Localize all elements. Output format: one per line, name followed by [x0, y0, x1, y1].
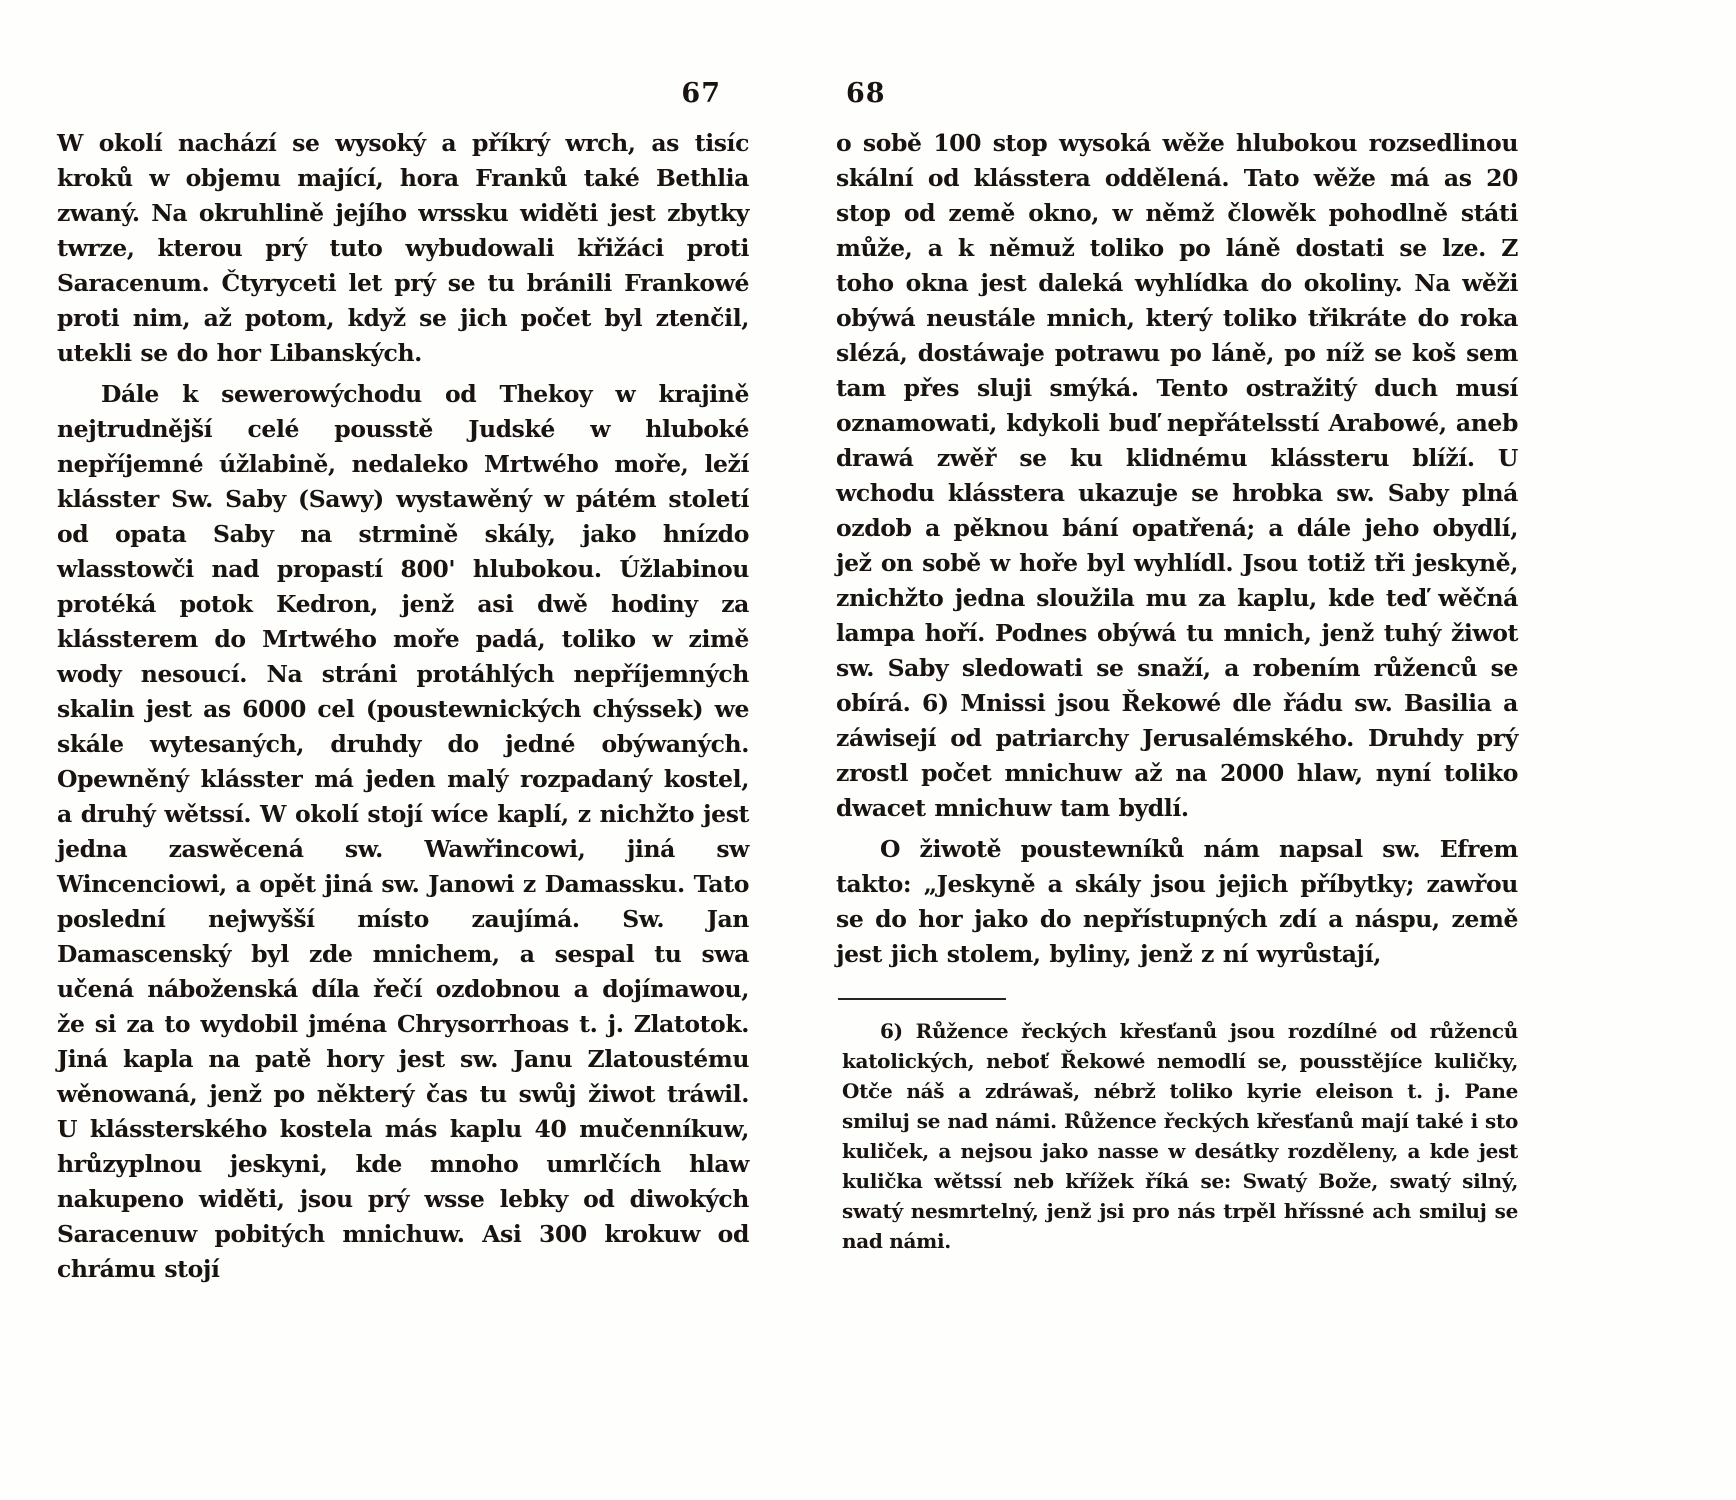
page-right — [836, 78, 1518, 1256]
left-paragraph-1: W okolí nachází se wysoký a příkrý wrch, as tisíc kroků w objemu mající, hora Franků také Bethlia zwaný. Na okruhlině jejího wrssku widěti jest zbytky twrze, kterou prý tuto wybudowali křižáci proti Saracenum. Čtyryceti let prý se tu bránili Frankowé proti nim, až potom, když se jich počet byl ztenčil, utekli se do hor Libanských. — [57, 129, 749, 367]
footnote-text: 6) Růžence řeckých křesťanů jsou rozdílné od růženců katolických, neboť Řekowé nemodlí se, pousstějíce kuličky, Otče náš a zdráwaš, nébrž toliko kyrie eleison t. j. Pane smiluj se nad námi. Růžence řeckých křesťanů mají také i sto kuliček, a nejsou jako nasse w desátky rozděleny, a kde jest kulička wětssí neb křížek říká se: Swatý Bože, swatý silný, swatý nesmrtelný, jenž jsi pro nás trpěl hříssné ach smiluj se nad námi. — [842, 1019, 1518, 1253]
page-number-left: 67 — [681, 78, 721, 109]
footnote-divider — [838, 998, 1006, 1000]
page-number-right: 68 — [846, 78, 886, 109]
left-paragraph-2: Dále k sewerowýchodu od Thekoy w krajině nejtrudnější celé pousstě Judské w hluboké nepříjemné úžlabině, nedaleko Mrtwého moře, leží klásster Sw. Saby (Sawy) wystawěný w pátém století od opata Saby na strmině skály, jako hnízdo wlasstowči nad propastí 800' hlubokou. Úžlabinou protéká potok Kedron, jenž asi dwě hodiny za klássterem do Mrtwého moře padá, toliko w zimě wody nesoucí. Na stráni protáhlých nepříjemných skalin jest as 6000 cel (poustewnických chýssek) we skále wytesaných, druhdy do jedné obýwaných. Opewněný klásster má jeden malý rozpadaný kostel, a druhý wětssí. W okolí stojí wíce kaplí, z nichžto jest jedna zaswěcená sw. Wawřincowi, jiná sw Wincenciowi, a opět jiná sw. Janowi z Damassku. Tato poslední nejwyšší místo zaujímá. Sw. Jan Damascenský byl zde mnichem, a sespal tu swa učená náboženská díla řečí ozdobnou a dojímawou, že si za to wydobil jména Chrysorrhoas t. j. Zlatotok. Jiná kapla na patě hory jest sw. Janu Zlatoustému wěnowaná, jenž po některý čas tu swůj žiwot tráwil. U klássterského kostela más kaplu 40 mučenníkuw, hrůzyplnou jeskyni, kde mnoho umrlčích hlaw nakupeno widěti, jsou prý wsse lebky od diwokých Saracenuw pobitých mnichuw. Asi 300 krokuw od chrámu stojí — [57, 380, 749, 1283]
right-paragraph-2: O žiwotě poustewníků nám napsal sw. Efrem takto: „Jeskyně a skály jsou jejich příbytky; zawřou se do hor jako do nepřístupných zdí a náspu, země jest jich stolem, byliny, jenž z ní wyrůstají, — [836, 835, 1518, 968]
page-left — [57, 78, 749, 1293]
right-paragraph-1: o sobě 100 stop wysoká wěže hlubokou rozsedlinou skální od klásstera oddělená. Tato wěže má as 20 stop od země okno, w němž člowěk pohodlně státi může, a k němuž toliko po láně dostati se lze. Z toho okna jest daleká wyhlídka do okoliny. Na wěži obýwá neustále mnich, který toliko třikráte do roka slézá, dostáwaje potrawu po láně, po níž se koš sem tam přes sluji smýká. Tento ostražitý duch musí oznamowati, kdykoli buď nepřátelsstí Arabowé, aneb drawá zwěř se ku klidnému klássteru blíží. U wchodu klásstera ukazuje se hrobka sw. Saby plná ozdob a pěknou bání opatřená; a dále jeho obydlí, jež on sobě w hoře byl wyhlídl. Jsou totiž tři jeskyně, znichžto jedna sloužila mu za kaplu, kde teď wěčná lampa hoří. Podnes obýwá tu mnich, jenž tuhý žiwot sw. Saby sledowati se snaží, a robením růženců se obírá. 6) Mnissi jsou Řekowé dle řádu sw. Basilia a záwisejí od patriarchy Jerusalémského. Druhdy prý zrostl počet mnichuw až na 2000 hlaw, nyní toliko dwacet mnichuw tam bydlí. — [836, 129, 1518, 822]
